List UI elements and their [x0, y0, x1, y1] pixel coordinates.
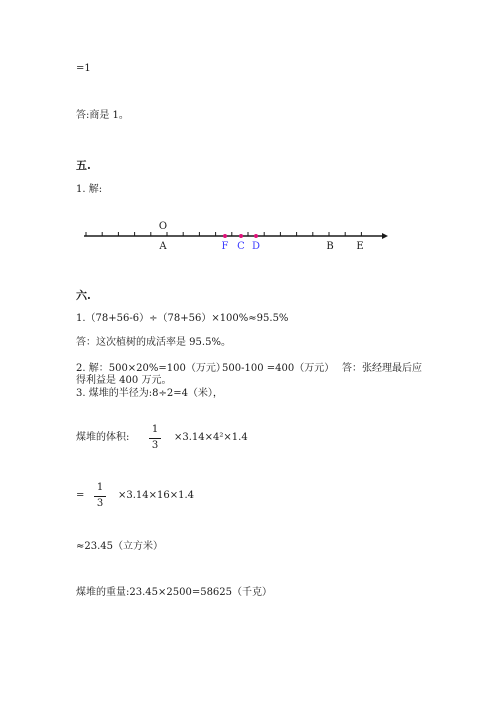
fraction-bar [94, 496, 106, 497]
fraction-denominator: 3 [151, 440, 159, 451]
volume-expression: ×3.14×16×1.4 [118, 490, 195, 501]
point-label: O [158, 221, 168, 232]
fraction-bar [149, 438, 161, 439]
volume-expression: ×3.14×4²×1.4 [174, 432, 248, 443]
fraction [94, 482, 106, 511]
fraction-denominator: 3 [96, 498, 104, 509]
point-marker [254, 234, 258, 238]
equation-line: =1 [76, 63, 91, 74]
answer-line: 答：张经理最后应 [342, 363, 422, 374]
volume-label: 煤堆的体积: [76, 432, 130, 443]
point-label: A [159, 241, 167, 252]
solution-label: 1. 解: [76, 184, 103, 195]
fraction [149, 424, 161, 453]
solution-line: 3. 煤堆的半径为:8÷2=4（米）， [76, 388, 223, 399]
weight-line: 煤堆的重量:23.45×2500=58625（千克） [76, 587, 273, 598]
point-label: D [251, 241, 261, 252]
answer-line: 答：这次植树的成活率是 95.5%。 [76, 337, 231, 348]
number-line [0, 218, 500, 268]
answer-line: 答:商是 1。 [76, 110, 129, 121]
point-label: B [326, 241, 334, 252]
section-heading-6: 六. [76, 289, 91, 302]
fraction-numerator: 1 [96, 482, 104, 493]
solution-line: 500-100 =400（万元） [222, 363, 335, 374]
point-marker [239, 234, 243, 238]
answer-line: 得利益是 400 万元。 [76, 375, 172, 386]
solution-line: 2. 解：500×20%=100（万元） [76, 363, 226, 374]
calculation-line: 1.（78+56-6）÷（78+56）×100%≈95.5% [76, 313, 289, 324]
arrow-icon [382, 233, 388, 239]
approx-result: ≈23.45（立方米） [76, 541, 164, 552]
point-label: E [356, 241, 364, 252]
point-label: F [221, 241, 229, 252]
point-marker [223, 234, 227, 238]
section-heading-5: 五. [76, 159, 91, 172]
point-label: C [237, 241, 245, 252]
equals-sign: = [76, 490, 85, 501]
fraction-numerator: 1 [151, 424, 159, 435]
